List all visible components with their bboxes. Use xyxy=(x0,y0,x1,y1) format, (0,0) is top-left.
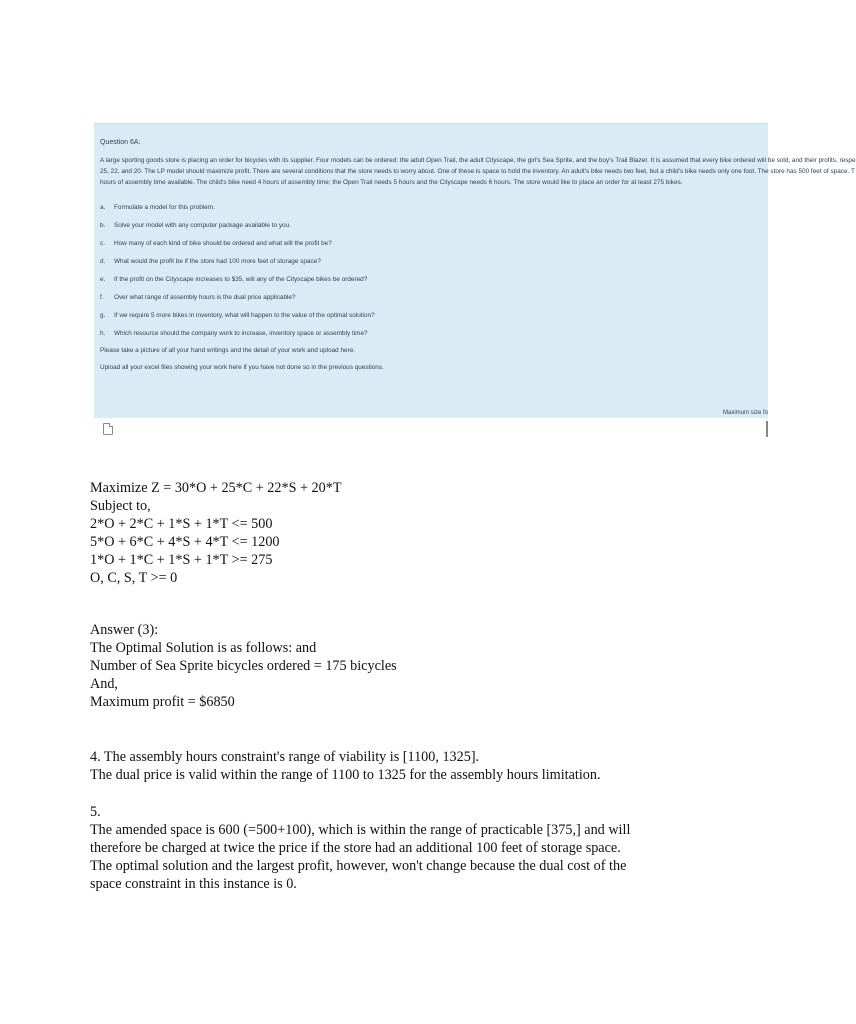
answer-line: The optimal solution and the largest profit, however, won't change because the dual cost of the xyxy=(90,858,627,874)
model-line: 2*O + 2*C + 1*S + 1*T <= 500 xyxy=(90,516,273,532)
model-line: Subject to, xyxy=(90,498,151,514)
upload-bar[interactable] xyxy=(94,418,768,439)
intro-line: 25, 22, and 20. The LP model should maximize profit. There are several conditions that the store needs to worry about. One of these is space to hold the inventory. An adult's bike needs two feet, but a child's bike needs only one foot. The store has 500 feet of space. T xyxy=(100,168,855,175)
model-line: 1*O + 1*C + 1*S + 1*T >= 275 xyxy=(90,552,273,568)
question-item: h. Which resource should the company work to increase, inventory space or assembly time? xyxy=(100,330,368,337)
model-line: Maximize Z = 30*O + 25*C + 22*S + 20*T xyxy=(90,480,342,496)
question-item: c. How many of each kind of bike should be ordered and what will the profit be? xyxy=(100,240,332,247)
answer-line: Number of Sea Sprite bicycles ordered = 175 bicycles xyxy=(90,658,397,674)
question-intro xyxy=(100,155,856,188)
answer-3 xyxy=(90,621,397,711)
answer-number: 5. xyxy=(90,804,101,820)
question-item: d. What would the profit be if the store had 100 more feet of storage space? xyxy=(100,258,321,265)
answer-line: therefore be charged at twice the price if the store had an additional 100 feet of storage space. xyxy=(90,840,621,856)
answer-line: 4. The assembly hours constraint's range of viability is [1100, 1325]. xyxy=(90,749,480,765)
upload-note-handwriting: Please take a picture of all your hand writings and the detail of your work and upload here. xyxy=(100,347,356,354)
intro-line: A large sporting goods store is placing an order for bicycles with its supplier. Four models can be ordered: the adult Open Trail, the adult Cityscape, the girl's Sea Sprite, and the boy's Trail Blazer. It is assumed that every bike ordered will be sold, and their profits, respe xyxy=(100,157,856,164)
max-size-label: Maximum size fo xyxy=(722,410,768,416)
answer-line: The amended space is 600 (=500+100), which is within the range of practicable [375,] and will xyxy=(90,822,631,838)
answer-line: space constraint in this instance is 0. xyxy=(90,876,297,892)
model-line: O, C, S, T >= 0 xyxy=(90,570,178,586)
answer-line: Maximum profit = $6850 xyxy=(90,694,235,710)
lp-model xyxy=(90,479,342,587)
upload-note-excel: Upload all your excel files showing your work here if you have not done so in the previous questions. xyxy=(100,364,384,371)
question-screenshot-panel xyxy=(94,123,856,439)
answer-4 xyxy=(90,748,601,784)
scrollbar-edge xyxy=(766,421,768,437)
intro-line: hours of assembly time available. The child's bike need 4 hours of assembly time; the Open Trail needs 5 hours and the Cityscape needs 6 hours. The store would like to place an order for at least 275 bikes. xyxy=(100,179,683,186)
question-item: b. Solve your model with any computer package available to you. xyxy=(100,222,291,229)
answer-5 xyxy=(90,803,690,893)
question-item: g. If we require 5 more bikes in inventory, what will happen to the value of the optimal solution? xyxy=(100,312,375,319)
question-items-list xyxy=(100,202,375,346)
answer-line: The Optimal Solution is as follows: and xyxy=(90,640,317,656)
question-item: a. Formulate a model for this problem. xyxy=(100,204,215,211)
question-item: f. Over what range of assembly hours is the dual price applicable? xyxy=(100,294,296,301)
question-title: Question 6A: xyxy=(100,139,141,146)
model-line: 5*O + 6*C + 4*S + 4*T <= 1200 xyxy=(90,534,280,550)
file-icon[interactable] xyxy=(103,423,113,435)
question-item: e. If the profit on the Cityscape increases to $35, will any of the Cityscape bikes be ordered? xyxy=(100,276,368,283)
answer-line: And, xyxy=(90,676,118,692)
answer-line: The dual price is valid within the range of 1100 to 1325 for the assembly hours limitation. xyxy=(90,767,601,783)
answer-line: Answer (3): xyxy=(90,622,159,638)
